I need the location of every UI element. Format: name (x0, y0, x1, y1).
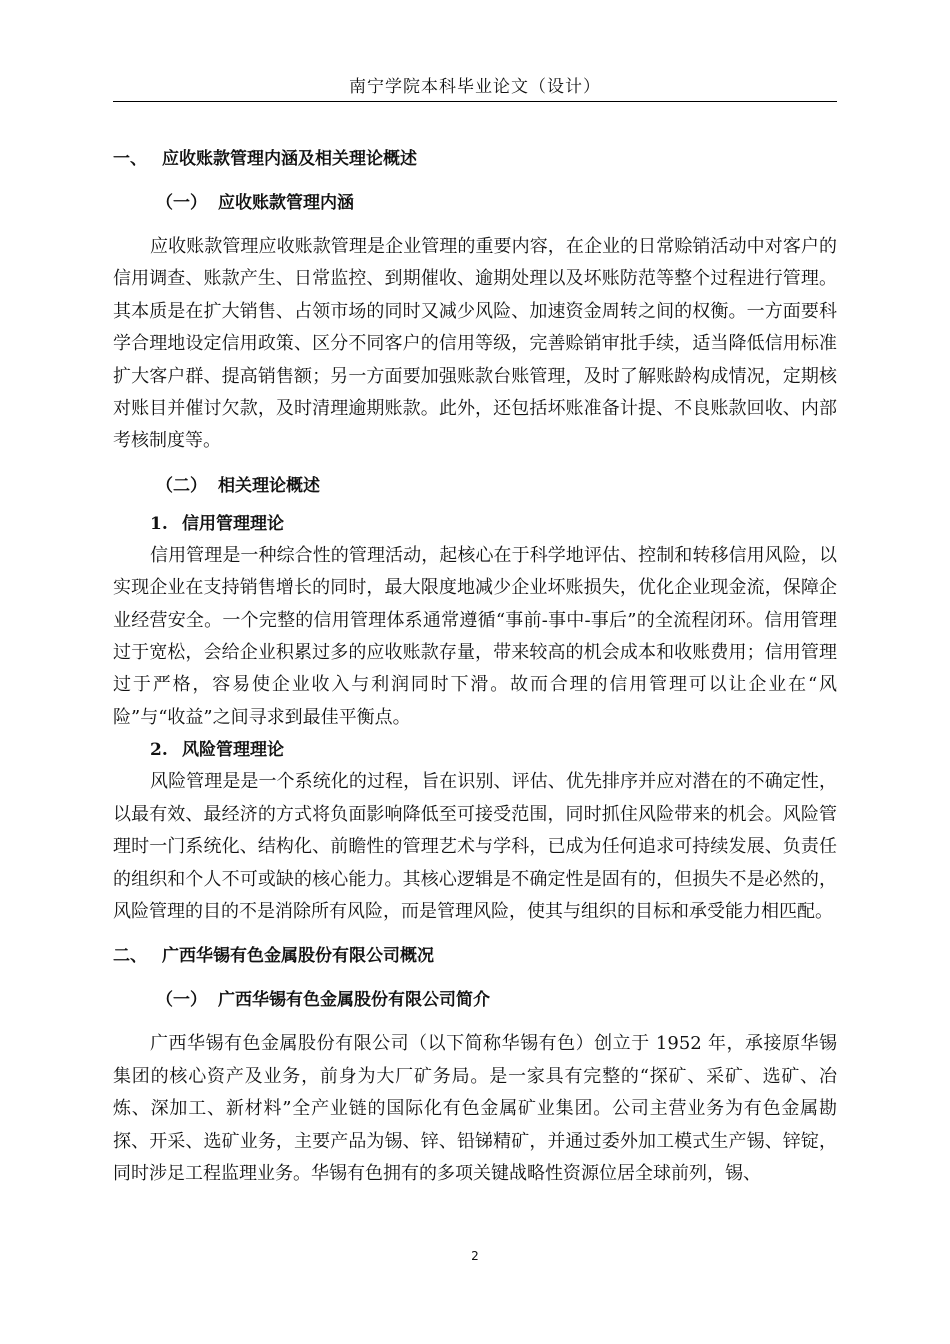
subsection-title: 相关理论概述 (218, 475, 320, 496)
page-body (113, 143, 837, 1202)
item-heading-2 (150, 734, 837, 766)
paragraph: 广西华锡有色金属股份有限公司（以下简称华锡有色）创立于 1952 年，承接原华锡集团的核心资产及业务，前身为大厂矿务局。是一家具有完整的“探矿、采矿、选矿、冶炼、深加工、新材料”全产业链的国际化有色金属矿业集团。公司主营业务为有色金属勘探、开采、选矿业务，主要产品为锡、锌、铅锑精矿，并通过委外加工模式生产锡、锌锭，同时涉足工程监理业务。华锡有色拥有的多项关键战略性资源位居全球前列，锡、 (113, 1033, 837, 1184)
paragraph: 信用管理是一种综合性的管理活动，起核心在于科学地评估、控制和转移信用风险，以实现企业在支持销售增长的同时，最大限度地减少企业坏账损失，优化企业现金流，保障企业经营安全。一个完整的信用管理体系通常遵循“事前-事中-事后”的全流程闭环。信用管理过于宽松，会给企业积累过多的应收账款存量，带来较高的机会成本和收账费用；信用管理过于严格，容易使企业收入与利润同时下滑。故而合理的信用管理可以让企业在“风险”与“收益”之间寻求到最佳平衡点。 (113, 544, 837, 728)
paragraph: 风险管理是是一个系统化的过程，旨在识别、评估、优先排序并应对潜在的不确定性，以最有效、最经济的方式将负面影响降低至可接受范围，同时抓住风险带来的机会。风险管理时一门系统化、结构化、前瞻性的管理艺术与学科，已成为任何追求可持续发展、负责任的组织和个人不可或缺的核心能力。其核心逻辑是不确定性是固有的，但损失不是必然的，风险管理的目的不是消除所有风险，而是管理风险，使其与组织的目标和承受能力相匹配。 (113, 771, 837, 922)
section-title: 广西华锡有色金属股份有限公司概况 (162, 946, 434, 967)
subsection-number: （二） (156, 475, 207, 496)
item-number: 2. (150, 740, 168, 761)
paragraph: 应收账款管理应收账款管理是企业管理的重要内容，在企业的日常赊销活动中对客户的信用调查、账款产生、日常监控、到期催收、逾期处理以及坏账防范等整个过程进行管理。其本质是在扩大销售、占领市场的同时又减少风险、加速资金周转之间的权衡。一方面要科学合理地设定信用政策、区分不同客户的信用等级，完善赊销审批手续，适当降低信用标准扩大客户群、提高销售额；另一方面要加强账款台账管理，及时了解账龄构成情况，定期核对账目并催讨欠款，及时清理逾期账款。此外，还包括坏账准备计提、不良账款回收、内部考核制度等。 (113, 236, 837, 452)
running-header: 南宁学院本科毕业论文（设计） (349, 77, 601, 97)
subsection-heading-1-2 (156, 470, 837, 502)
item-title: 风险管理理论 (182, 740, 284, 761)
section-number: 二、 (113, 946, 147, 967)
page-number: 2 (471, 1249, 479, 1263)
item-number: 1. (150, 513, 168, 534)
subsection-heading-1-1 (156, 187, 837, 219)
item-title: 信用管理理论 (182, 513, 284, 534)
subsection-number: （一） (156, 193, 207, 213)
subsection-title: 广西华锡有色金属股份有限公司简介 (218, 990, 490, 1011)
item-heading-1 (150, 508, 837, 540)
subsection-title: 应收账款管理内涵 (218, 193, 354, 213)
header-rule (113, 101, 837, 102)
section-number: 一、 (113, 149, 147, 169)
section-heading-2 (113, 940, 837, 972)
section-title: 应收账款管理内涵及相关理论概述 (162, 149, 417, 169)
subsection-heading-2-1 (156, 984, 837, 1016)
section-heading-1 (113, 143, 837, 175)
subsection-number: （一） (156, 990, 207, 1011)
